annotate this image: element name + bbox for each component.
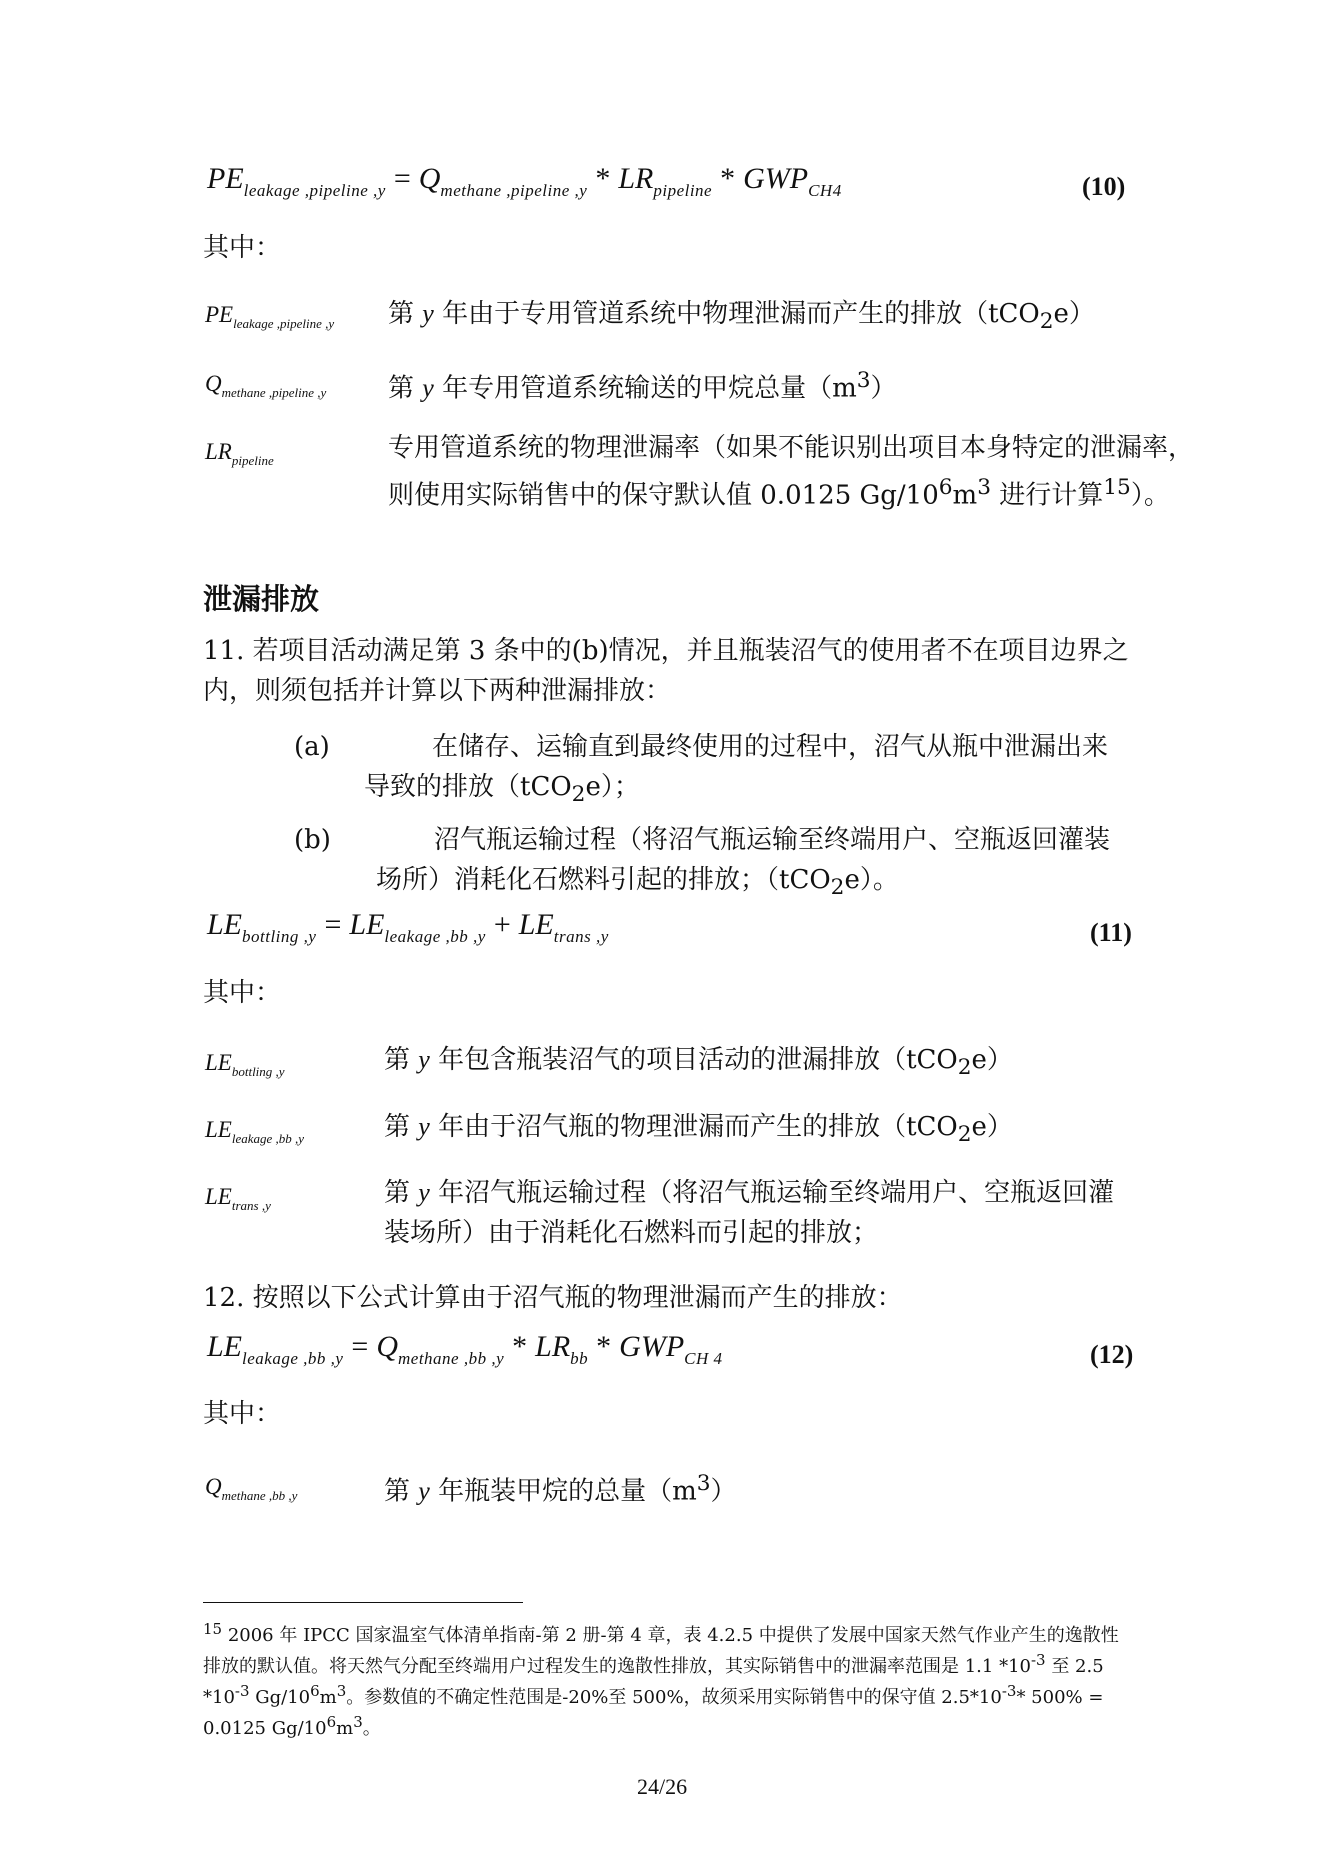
definition-q-methane-bb: 第 y 年瓶装甲烷的总量$(m^3)$ [384,1471,737,1507]
item-a-label: (a) [294,732,330,762]
where-label: 其中： [203,233,282,263]
item-a-line2: 导致的排放（tCO$_2$e）； [364,772,640,808]
definition-le-trans: 第 y 年沼气瓶运输过程（将沼气瓶运输至终端用户、空瓶返回灌 装场所）由于消耗化石燃料而引起的排放； [384,1178,1115,1248]
definition-pe-leakage-pipeline: 第 y 年由于专用管道系统中物理泄漏而产生的排放（tCO$_2$e） [388,299,1095,335]
item-b-line1: 沼气瓶运输过程（将沼气瓶运输至终端用户、空瓶返回灌装 [434,825,1111,855]
paragraph-12: 12. 按照以下公式计算由于沼气瓶的物理泄漏而产生的排放： [203,1283,903,1313]
footnote-15: $^{15}$ 2006 年 IPCC 国家温室气体清单指南-第 2 册-第 4 章，表 4.2.5 中提供了发展中国家天然气作业产生的逸散性排放的默认值。将天然气分配至终端用户过程发生的逸散性排放，其实际销售中的泄漏率范围是 1.1 $*10^{-3}$ 至 2.5 $*10^{-3}$ $Gg/10^6m^3$。参数值的不确定性范围是-20%至 500%，故须采用实际销售中的保守值 $2.5*10^{-3}*$ 500% = 0.0125 $Gg/10^6m^3$。 [203,1620,1119,1739]
equation-number-11: (11) [1090,918,1132,947]
symbol-lr-pipeline: $LR_{pipeline}$ [205,439,274,468]
definition-le-leakage-bb: 第 y 年由于沼气瓶的物理泄漏而产生的排放（tCO$_2$e） [384,1112,1013,1148]
definition-le-bottling: 第 y 年包含瓶装沼气的项目活动的泄漏排放（tCO$_2$e） [384,1045,1013,1081]
symbol-le-trans: $LE_{trans ,y}$ [205,1184,271,1213]
symbol-q-methane-bb: $Q_{methane ,bb ,y}$ [205,1474,298,1503]
symbol-le-bottling: $LE_{bottling ,y}$ [205,1050,285,1079]
item-b-line2: 场所）消耗化石燃料引起的排放；（tCO$_2$e）。 [376,865,899,901]
equation-number-12: (12) [1090,1340,1134,1369]
definition-q-methane-pipeline: 第 y 年专用管道系统输送的甲烷总量$(m^3)$ [388,368,897,404]
equation-10: $PE_{leakage ,pipeline ,y} = Q_{methane ,pipeline ,y} * LR_{pipeline} * GWP_{CH4}$ [207,162,842,200]
where-label: 其中： [203,978,282,1008]
item-b-label: (b) [294,825,331,855]
page-number: 24/26 [637,1774,688,1799]
equation-12: $LE_{leakage ,bb ,y} = Q_{methane ,bb ,y} * LR_{bb} * GWP_{CH 4}$ [207,1330,723,1368]
equation-11: $LE_{bottling ,y} = LE_{leakage ,bb ,y} + LE_{trans ,y}$ [207,908,609,946]
symbol-pe-leakage-pipeline: $PE_{leakage ,pipeline ,y}$ [205,302,335,331]
symbol-q-methane-pipeline: $Q_{methane ,pipeline ,y}$ [205,371,327,400]
equation-number-10: (10) [1082,172,1126,201]
paragraph-11: 11. 若项目活动满足第 3 条中的(b)情况，并且瓶装沼气的使用者不在项目边界之内，则须包括并计算以下两种泄漏排放： [203,636,1129,706]
where-label: 其中： [203,1399,282,1429]
item-a-line1: 在储存、运输直到最终使用的过程中，沼气从瓶中泄漏出来 [432,732,1109,762]
symbol-le-leakage-bb: $LE_{leakage ,bb ,y}$ [205,1117,305,1146]
footnote-separator [203,1602,523,1603]
definition-lr-pipeline: 专用管道系统的物理泄漏率（如果不能识别出项目本身特定的泄漏率，则使用实际销售中的保守默认值 0.0125 $Gg/10^6m^3$ 进行计算$^{15}$）。 [388,433,1195,511]
section-heading-leakage: 泄漏排放 [203,582,320,616]
